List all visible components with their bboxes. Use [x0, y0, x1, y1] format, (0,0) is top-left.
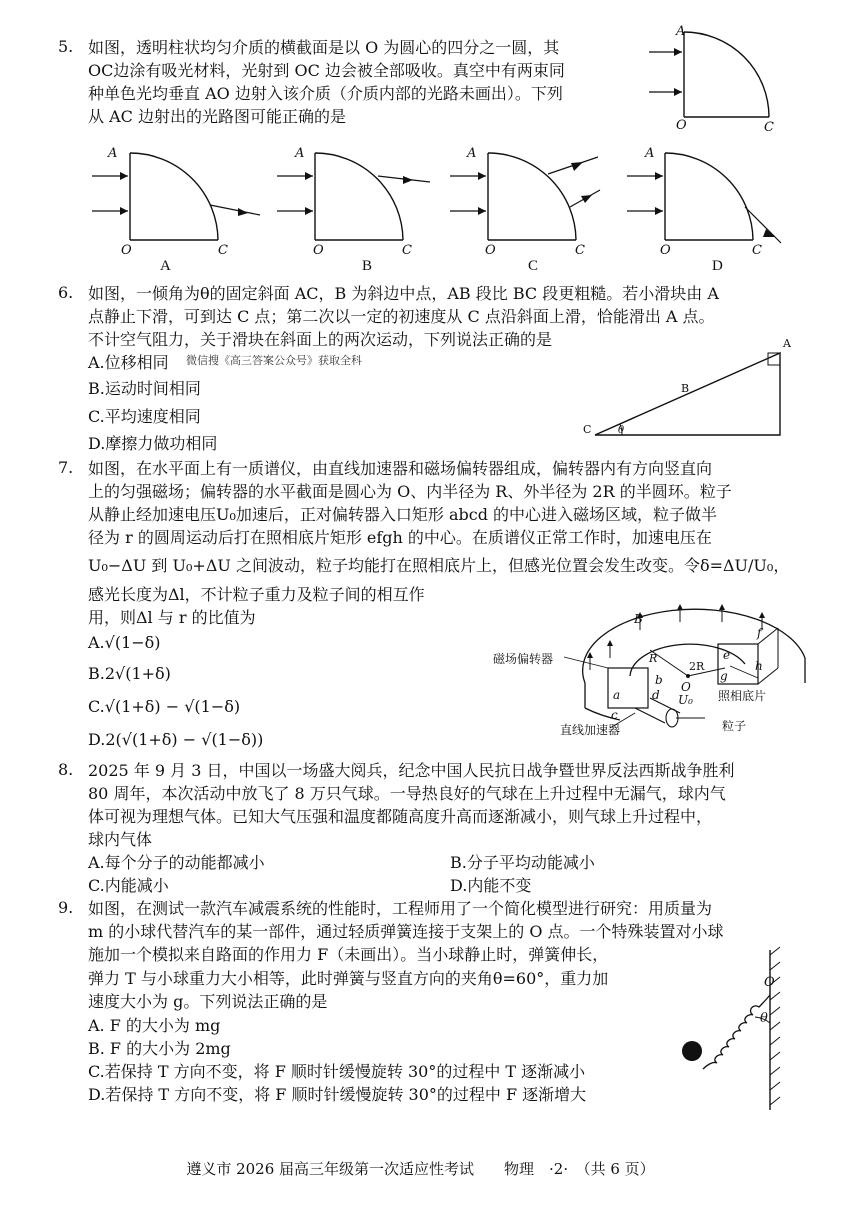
q7-label-accelerator: 直线加速器 [560, 723, 621, 737]
q5-option-b-caption: B [362, 258, 373, 274]
q8-text-line-1: 2025 年 9 月 3 日，中国以一场盛大阅兵，纪念中国人民抗日战争暨世界反法西斯战争胜利 [88, 761, 735, 780]
q8-text-line-4: 球内气体 [88, 830, 153, 849]
q6-option-c: C.平均速度相同 [88, 407, 201, 426]
page-footer: 遵义市 2026 届高三年级第一次适应性考试 物理 ·2· （共 6 页） [186, 1160, 655, 1178]
q7-text-line-4: 径为 r 的圆周运动后打在照相底片矩形 efgh 的中心。在质谱仪正常工作时，加速电压在 [88, 528, 712, 547]
q5-label-c: C [764, 120, 774, 135]
question-number-6: 6. [58, 283, 74, 302]
q5-label-a: A [676, 24, 686, 39]
question-number-5: 5. [58, 37, 74, 56]
q5a-label-c: C [218, 243, 228, 258]
q5c-label-o: O [485, 243, 496, 258]
q9-label-o: O [764, 975, 775, 990]
question-number-8: 8. [58, 760, 74, 779]
q5-text-line-4: 从 AC 边射出的光路图可能正确的是 [88, 107, 346, 126]
q8-option-d: D.内能不变 [450, 876, 532, 895]
q7-label-particle: 粒子 [722, 719, 747, 733]
question-number-7: 7. [58, 458, 74, 477]
q9-option-a: A. F 的大小为 mg [88, 1016, 221, 1035]
q7-label-e: e [723, 648, 731, 662]
q9-label-theta: θ [760, 1011, 768, 1026]
q7-label-film: 照相底片 [718, 689, 767, 703]
q7-label-deflector: 磁场偏转器 [493, 652, 554, 666]
q7-option-c: C.√(1+δ) − √(1−δ) [88, 697, 241, 716]
q5a-label-o: O [121, 243, 132, 258]
q7-label-r: R [649, 652, 658, 665]
q5-text-line-1: 如图，透明柱状均匀介质的横截面是以 O 为圆心的四分之一圆，其 [88, 38, 560, 57]
q5d-label-c: C [752, 243, 762, 258]
q7-label-g: g [720, 669, 728, 683]
q7-option-b: B.2√(1+δ) [88, 664, 171, 683]
q9-text-line-2: m 的小球代替汽车的某一部件，通过轻质弹簧连接于支架上的 O 点。一个特殊装置对小球 [88, 922, 724, 941]
q9-option-c: C.若保持 T 方向不变，将 F 顺时针缓慢旋转 30°的过程中 T 逐渐减小 [88, 1062, 586, 1081]
q6-text-line-1: 如图，一倾角为θ的固定斜面 AC，B 为斜边中点，AB 段比 BC 段更粗糙。若小滑块由 A [88, 284, 719, 303]
q6-text-line-2: 点静止下滑，可到达 C 点；第二次以一定的初速度从 C 点沿斜面上滑，恰能滑出 A 点。 [88, 307, 715, 326]
q5-option-a-caption: A [160, 258, 171, 274]
q8-text-line-2: 80 周年，本次活动中放飞了 8 万只气球。一导热良好的气球在上升过程中无漏气，球内气 [88, 784, 726, 803]
q8-option-a: A.每个分子的动能都减小 [88, 853, 265, 872]
q8-text-line-3: 体可视为理想气体。已知大气压强和温度都随高度升高而逐渐减小，则气球上升过程中， [88, 807, 713, 826]
q5-label-o: O [676, 118, 687, 133]
q7-label-f: f [757, 626, 762, 640]
q7-text-line-3: 从静止经加速电压U₀加速后，正对偏转器入口矩形 abcd 的中心进入磁场区域，粒子做半 [88, 505, 718, 524]
q5-text-line-3: 种单色光均垂直 AO 边射入该介质（介质内部的光路未画出）。下列 [88, 84, 563, 103]
q5-option-d-figure [625, 145, 795, 260]
q5-option-a-figure [90, 145, 270, 260]
q6-label-a: A [783, 337, 791, 350]
q6-label-b: B [681, 382, 690, 395]
q7-label-b: b [655, 673, 663, 687]
q7-label-a: a [613, 688, 621, 702]
q7-label-2r: 2R [689, 660, 705, 673]
q9-text-line-3: 施加一个模拟来自路面的作用力 F（未画出）。当小球静止时，弹簧伸长， [88, 945, 609, 964]
q6-label-theta: θ [618, 425, 625, 436]
q8-option-c: C.内能减小 [88, 876, 169, 895]
q6-option-d: D.摩擦力做功相同 [88, 434, 218, 453]
q8-option-b: B.分子平均动能减小 [450, 853, 595, 872]
q7-label-b-field: B [634, 612, 643, 626]
q7-text-line-6: 感光长度为Δl，不计粒子重力及粒子间的相互作 [88, 585, 425, 604]
q5-text-line-2: OC边涂有吸光材料，光射到 OC 边会被全部吸收。真空中有两束同 [88, 61, 565, 80]
q6-option-a: A.位移相同 [88, 353, 169, 372]
q7-option-d: D.2(√(1+δ) − √(1−δ)) [88, 730, 264, 749]
q7-label-u0: U₀ [678, 693, 693, 707]
q7-option-a: A.√(1−δ) [88, 633, 161, 652]
q9-text-line-4: 弹力 T 与小球重力大小相等，此时弹簧与竖直方向的夹角θ=60°，重力加 [88, 969, 609, 988]
q5d-label-o: O [660, 243, 671, 258]
q9-option-d: D.若保持 T 方向不变，将 F 顺时针缓慢旋转 30°的过程中 F 逐渐增大 [88, 1085, 587, 1104]
q7-label-c: c [611, 708, 618, 722]
q9-text-line-1: 如图，在测试一款汽车减震系统的性能时，工程师用了一个简化模型进行研究：用质量为 [88, 899, 713, 918]
q7-label-d: d [652, 688, 660, 702]
q5c-label-a: A [467, 146, 477, 161]
q5b-label-a: A [295, 146, 305, 161]
q5-main-figure [644, 22, 784, 140]
q7-label-o: O [681, 680, 691, 694]
watermark-text: 微信搜《高三答案公众号》获取全科 [186, 354, 362, 367]
q6-label-c: C [583, 423, 592, 436]
q9-spring-figure [675, 945, 810, 1120]
q9-option-b: B. F 的大小为 2mg [88, 1039, 231, 1058]
q5-option-d-caption: D [712, 258, 723, 274]
q5b-label-o: O [313, 243, 324, 258]
question-number-9: 9. [58, 898, 74, 917]
q5d-label-a: A [645, 146, 655, 161]
q6-text-line-3: 不计空气阻力，关于滑块在斜面上的两次运动，下列说法正确的是 [88, 330, 553, 349]
q7-text-line-1: 如图，在水平面上有一质谱仪，由直线加速器和磁场偏转器组成，偏转器内有方向竖直向 [88, 459, 713, 478]
q5a-label-a: A [108, 146, 118, 161]
q5-option-c-caption: C [528, 258, 539, 274]
q7-label-h: h [755, 659, 763, 673]
q7-text-line-5: U₀−ΔU 到 U₀+ΔU 之间波动，粒子均能打在照相底片上，但感光位置会发生改变。令δ=ΔU/U₀， [88, 556, 790, 575]
q6-incline-figure [580, 340, 800, 440]
q9-text-line-5: 速度大小为 g。下列说法正确的是 [88, 992, 328, 1011]
q5b-label-c: C [402, 243, 412, 258]
q6-option-b: B.运动时间相同 [88, 379, 201, 398]
q7-text-line-2: 上的匀强磁场；偏转器的水平截面是圆心为 O、内半径为 R、外半径为 2R 的半圆环。粒子 [88, 482, 732, 501]
q7-text-line-7: 用，则Δl 与 r 的比值为 [88, 608, 256, 627]
q5c-label-c: C [575, 243, 585, 258]
